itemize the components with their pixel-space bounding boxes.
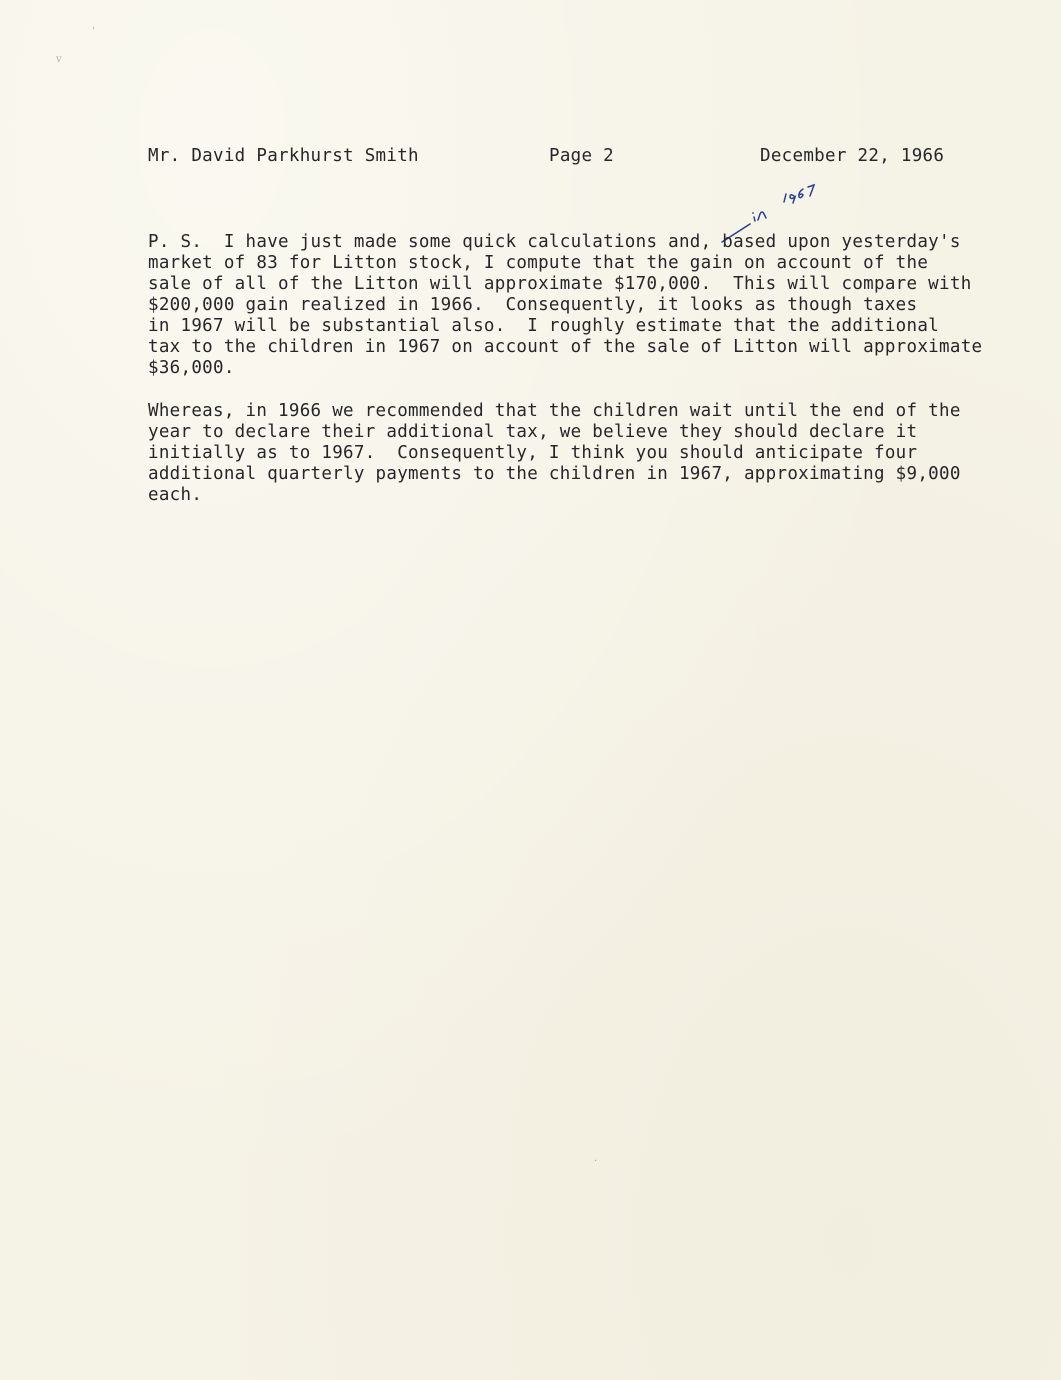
postscript-line: in 1967 will be substantial also. I roughly estimate that the additional <box>148 316 940 336</box>
paragraph-line: additional quarterly payments to the children in 1967, approximating $9,000 <box>148 464 961 484</box>
paragraph-line: Whereas, in 1966 we recommended that the children wait until the end of the <box>148 401 961 421</box>
paragraph-line: year to declare their additional tax, we believe they should declare it <box>148 422 918 442</box>
addressee: Mr. David Parkhurst Smith <box>148 146 419 166</box>
postscript-line: P. S. I have just made some quick calculations and, based upon yesterday's <box>148 232 961 252</box>
postscript-line: $36,000. <box>148 358 235 378</box>
paragraph-line: each. <box>148 485 203 505</box>
whereas-paragraph <box>148 401 978 506</box>
paper-mark: ' <box>92 26 95 37</box>
postscript-line: tax to the children in 1967 on account of the sale of Litton will approximate <box>148 337 983 357</box>
letter-date: December 22, 1966 <box>760 146 945 166</box>
paper-mark: · <box>594 1156 598 1167</box>
postscript-paragraph <box>148 232 983 379</box>
postscript-line: market of 83 for Litton stock, I compute that the gain on account of the <box>148 253 929 273</box>
page-number: Page 2 <box>549 146 615 166</box>
postscript-line: sale of all of the Litton will approximate $170,000. This will compare with <box>148 274 972 294</box>
paper-mark: v <box>56 54 62 65</box>
paragraph-line: initially as to 1967. Consequently, I think you should anticipate four <box>148 443 918 463</box>
postscript-line: $200,000 gain realized in 1966. Consequently, it looks as though taxes <box>148 295 918 315</box>
